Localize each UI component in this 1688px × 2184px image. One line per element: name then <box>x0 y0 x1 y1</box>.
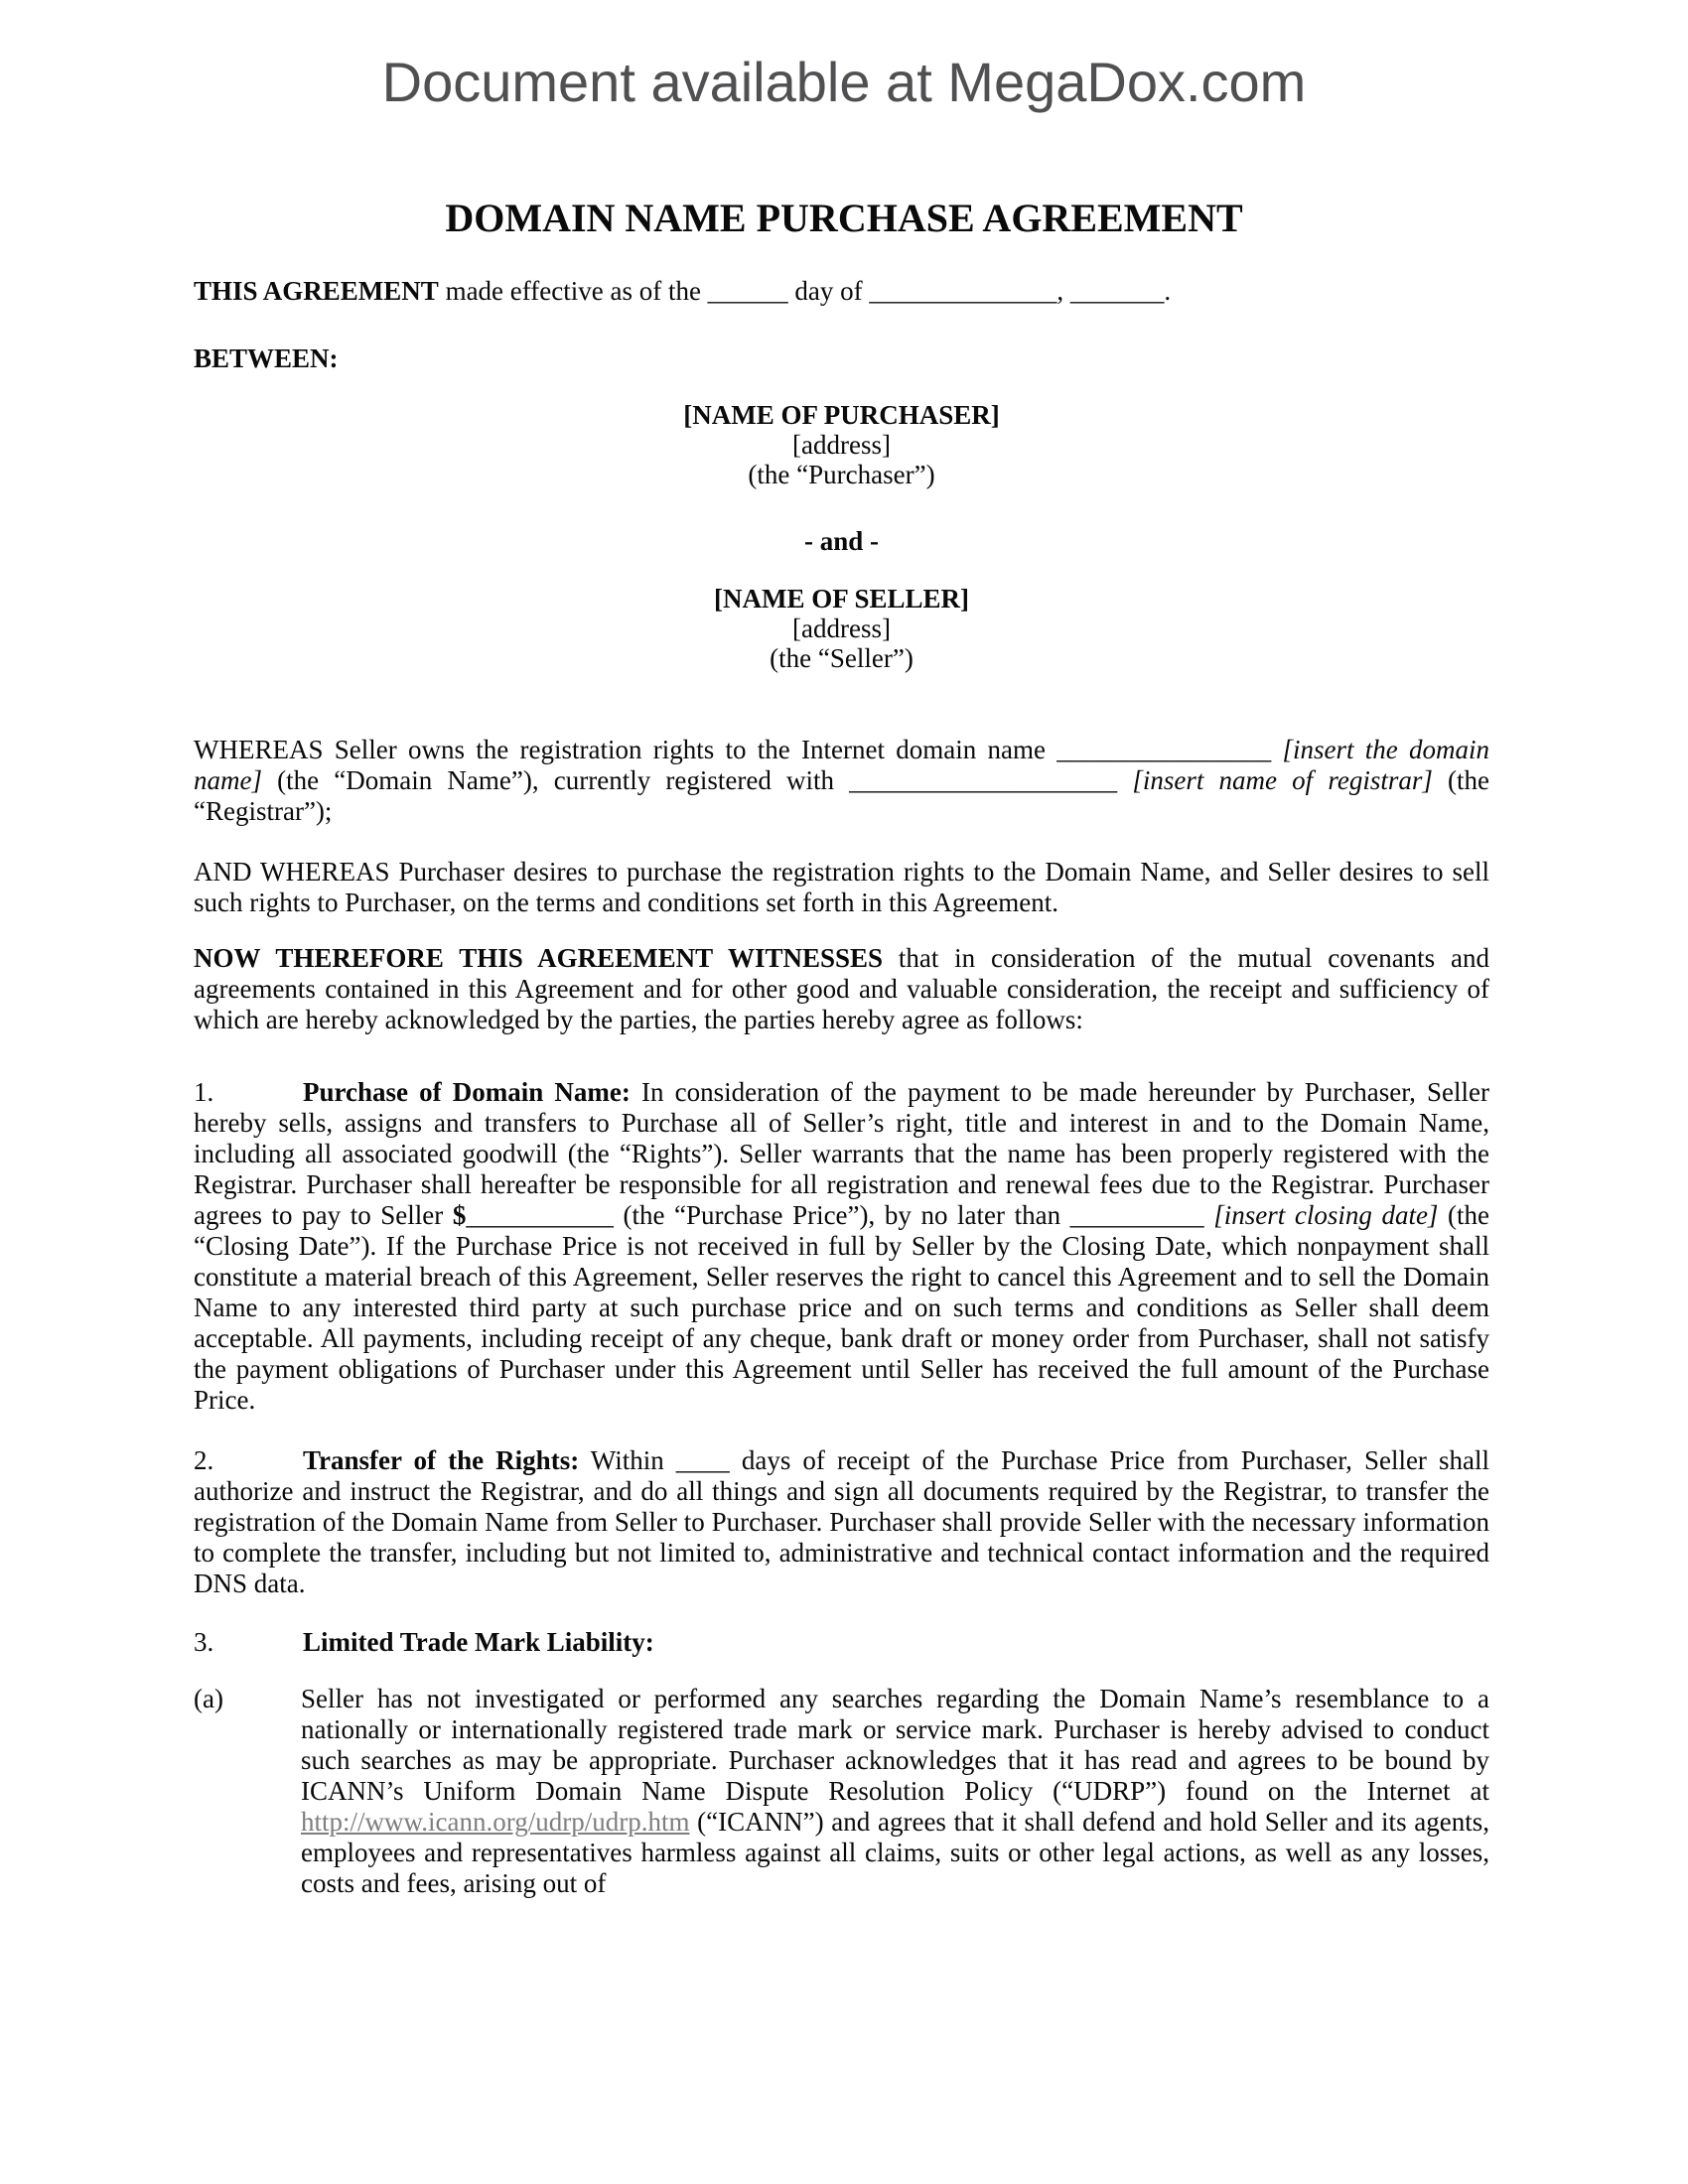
preamble-paragraph <box>194 276 1489 307</box>
subsection-body-text: (“ICANN”) and agrees that it shall defend and hold Seller and its agents, employees and representatives harmless against all claims, suits or other legal actions, as well as any losses, costs and fees, arising out of <box>301 1807 1489 1898</box>
insert-registrar-placeholder: [insert name of registrar] <box>1132 765 1433 795</box>
now-therefore-paragraph <box>194 943 1489 1035</box>
section-2-transfer <box>194 1445 1489 1599</box>
subsection-body-text: Seller has not investigated or performed any searches regarding the Domain Name’s resemblance to a nationally or internationally registered trade mark or service mark. Purchaser is hereby advised to conduct such searches as may be appropriate. Purchaser acknowledges that it has read and agrees to be bound by ICANN’s Uniform Domain Name Dispute Resolution Policy (“UDRP”) found on the Internet at <box>301 1684 1489 1806</box>
section-number <box>194 1077 303 1108</box>
purchaser-address: [address] <box>792 430 891 460</box>
seller-alias: (the “Seller”) <box>770 643 914 673</box>
section-heading: Limited Trade Mark Liability: <box>303 1627 654 1657</box>
subsection-a <box>194 1684 1489 1899</box>
dollar-sign: $ <box>452 1200 467 1230</box>
purchaser-name: [NAME OF PURCHASER] <box>683 400 1000 430</box>
whereas-text: WHEREAS Seller owns the registration rights to the Internet domain name ________________ <box>194 735 1283 764</box>
section-number <box>194 1627 303 1658</box>
whereas-paragraph <box>194 735 1489 827</box>
section-number <box>194 1445 303 1476</box>
section-number-text: 2. <box>194 1445 214 1475</box>
section-body-text: ___________ (the “Purchase Price”), by no later than __________ <box>466 1200 1214 1230</box>
icann-udrp-link[interactable]: http://www.icann.org/udrp/udrp.htm <box>301 1807 690 1837</box>
page-title: DOMAIN NAME PURCHASE AGREEMENT <box>445 196 1243 240</box>
subsection-label: (a) <box>194 1684 223 1713</box>
and-separator: - and - <box>803 526 879 556</box>
insert-domain-name-placeholder: [insert the domain name] <box>194 735 1489 795</box>
seller-address: [address] <box>792 614 891 643</box>
insert-closing-date-placeholder: [insert closing date] <box>1213 1200 1439 1230</box>
section-3-trademark <box>194 1627 1489 1658</box>
document-body <box>194 276 1489 1899</box>
watermark-text: Document available at MegaDox.com <box>381 51 1307 113</box>
section-body-text: (the “Closing Date”). If the Purchase Price is not received in full by Seller by the Closing Date, which nonpayment shall constitute a material breach of this Agreement, Seller reserves the right to cancel this Agreement and to sell the Domain Name to any interested third party at such purchase price and on such terms and conditions as Seller shall deem acceptable. All payments, including receipt of any cheque, bank draft or money order from Purchaser, shall not satisfy the payment obligations of Purchaser under this Agreement until Seller has received the full amount of the Purchase Price. <box>194 1200 1490 1415</box>
now-therefore-rest: that in consideration of the mutual covenants and agreements contained in this Agreement and for other good and valuable consideration, the receipt and sufficiency of which are hereby acknowledged by the parties, the parties hereby agree as follows: <box>194 943 1490 1034</box>
section-body-text: Within ____ days of receipt of the Purchase Price from Purchaser, Seller shall authorize and instruct the Registrar, and do all things and sign all documents required by the Registrar, to transfer the registration of the Domain Name from Seller to Purchaser. Purchaser shall provide Seller with the necessary information to complete the transfer, including but not limited to, administrative and technical contact information and the required DNS data. <box>194 1445 1489 1598</box>
seller-name: [NAME OF SELLER] <box>713 584 969 614</box>
whereas-text: (the “Registrar”); <box>194 765 1489 826</box>
section-number-text: 3. <box>194 1627 214 1657</box>
preamble-lead-bold: THIS AGREEMENT <box>194 276 439 306</box>
now-therefore-lead: NOW THEREFORE THIS AGREEMENT WITNESSES <box>194 943 884 973</box>
section-1-purchase <box>194 1077 1489 1416</box>
between-label: BETWEEN: <box>194 343 339 373</box>
purchaser-alias: (the “Purchaser”) <box>748 460 935 489</box>
section-heading: Purchase of Domain Name: <box>303 1077 631 1107</box>
party-purchaser-block <box>194 400 1489 489</box>
section-heading: Transfer of the Rights: <box>303 1445 580 1475</box>
party-seller-block <box>194 584 1489 673</box>
whereas-text: (the “Domain Name”), currently registered with ____________________ <box>262 765 1133 795</box>
section-number-text: 1. <box>194 1077 214 1107</box>
preamble-lead-rest: made effective as of the ______ day of ______________, _______. <box>438 276 1172 306</box>
and-whereas-paragraph: AND WHEREAS Purchaser desires to purchase the registration rights to the Domain Name, and Seller desires to sell such rights to Purchaser, on the terms and conditions set forth in this Agreement. <box>194 857 1489 917</box>
section-body-text: In consideration of the payment to be made hereunder by Purchaser, Seller hereby sells, assigns and transfers to Purchase all of Seller’s right, title and interest in and to the Domain Name, including all associated goodwill (the “Rights”). Seller warrants that the name has been properly registered with the Registrar. Purchaser shall hereafter be responsible for all registration and renewal fees due to the Registrar. Purchaser agrees to pay to Seller <box>194 1077 1489 1230</box>
